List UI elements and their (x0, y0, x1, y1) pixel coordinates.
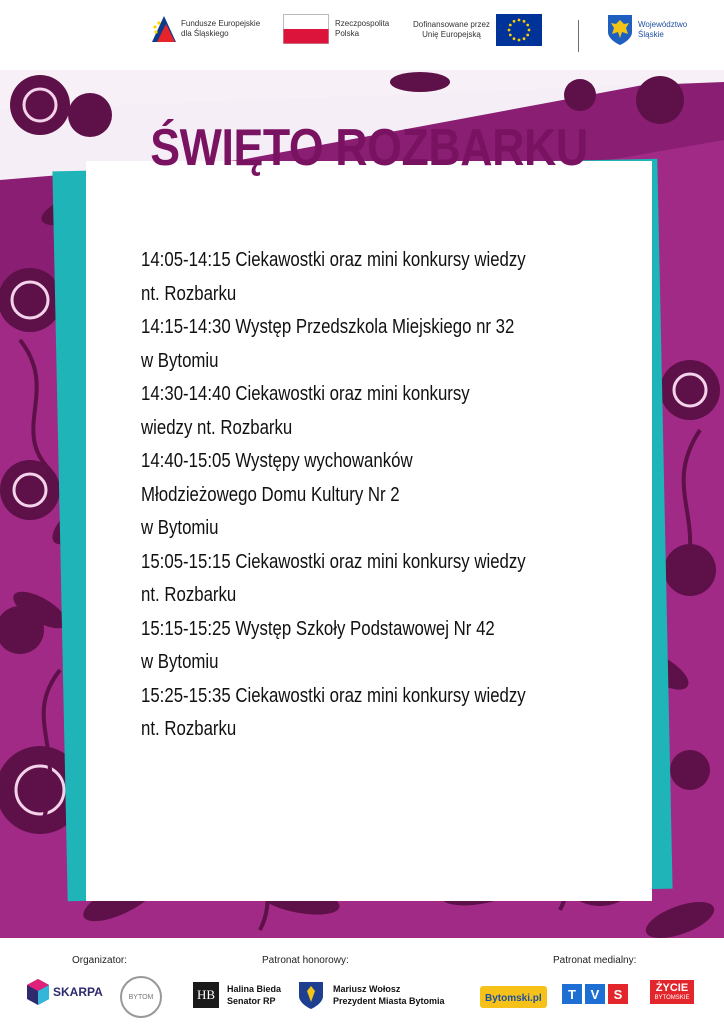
media-heading: Patronat medialny: (553, 955, 637, 966)
rzeczpospolita-logo (283, 14, 389, 44)
bytomski-logo (480, 986, 547, 1008)
schedule-line: Młodzieżowego Domu Kultury Nr 2 (141, 483, 400, 506)
sponsors-footer (0, 938, 724, 1024)
schedule-line: 15:15-15:25 Występ Szkoły Podstawowej Nr 42 (141, 617, 495, 640)
schedule-line: 15:25-15:35 Ciekawostki oraz mini konkursy wiedzy (141, 684, 526, 707)
logo-line: Polska (335, 29, 360, 38)
honorary-patron-1 (193, 982, 281, 1008)
tvs-logo (562, 984, 628, 1004)
bytomskie-text: BYTOMSKIE (654, 995, 690, 1001)
schedule-line: w Bytomiu (141, 517, 219, 539)
schedule-line: nt. Rozbarku (141, 282, 237, 305)
honorary-heading: Patronat honorowy: (262, 955, 349, 966)
patron-name: Halina Bieda (227, 984, 282, 994)
unia-europejska-logo (413, 14, 542, 46)
schedule-line: nt. Rozbarku (141, 584, 237, 606)
organizer-heading: Organizator: (72, 955, 128, 966)
skarpa-logo (26, 978, 103, 1006)
schedule-line: 14:40-15:05 Występy wychowanków (141, 450, 413, 472)
wojewodztwo-slaskie-logo (607, 14, 687, 46)
logo-line: Unię Europejską (422, 30, 481, 39)
skarpa-logo-text: SKARPA (53, 985, 103, 999)
logo-line: Dofinansowane przez (413, 20, 490, 29)
hb-monogram-icon: HB (193, 982, 219, 1008)
patron-name: Mariusz Wołosz (333, 984, 401, 994)
honorary-patron-2 (297, 980, 445, 1010)
tvs-letter: T (562, 984, 582, 1004)
page-title: ŚWIĘTO ROZBARKU (150, 119, 588, 177)
fundusze-europejskie-logo (150, 14, 260, 44)
silesia-eagle-crest-icon (607, 14, 633, 46)
schedule-line: 14:05-14:15 Ciekawostki oraz mini konkursy wiedzy (141, 249, 526, 271)
zycie-text: ŻYCIE (655, 982, 689, 994)
fundusze-europejskie-icon (150, 14, 178, 44)
bytom-seal-logo (120, 976, 162, 1018)
tvs-letter: S (608, 984, 628, 1004)
schedule-line: w Bytomiu (141, 651, 219, 673)
zycie-bytomskie-logo (650, 980, 694, 1004)
patron-role: Senator RP (227, 996, 276, 1006)
bytom-crest-icon (297, 980, 325, 1010)
logo-line: Województwo (638, 20, 688, 29)
bytomski-text: Bytomski.pl (485, 993, 542, 1004)
logo-line: Rzeczpospolita (335, 19, 390, 28)
logo-line: Fundusze Europejskie (181, 19, 261, 28)
eu-flag-icon (496, 14, 542, 46)
logo-divider (578, 20, 579, 52)
tvs-letter: V (585, 984, 605, 1004)
schedule-list (141, 244, 661, 747)
logo-line: Śląskie (638, 30, 664, 39)
schedule-line: 15:05-15:15 Ciekawostki oraz mini konkursy wiedzy (141, 550, 526, 573)
seal-text: BYTOM (128, 993, 154, 1001)
polish-flag-icon (283, 14, 329, 44)
schedule-line: 14:15-14:30 Występ Przedszkola Miejskiego nr 32 (141, 316, 515, 338)
logo-header (0, 0, 724, 70)
schedule-line: w Bytomiu (141, 349, 219, 372)
schedule-line: nt. Rozbarku (141, 718, 237, 740)
patron-role: Prezydent Miasta Bytomia (333, 996, 445, 1006)
logo-line: dla Śląskiego (181, 29, 229, 38)
schedule-line: 14:30-14:40 Ciekawostki oraz mini konkursy (141, 383, 470, 405)
skarpa-cube-icon (26, 978, 50, 1006)
schedule-line: wiedzy nt. Rozbarku (141, 416, 293, 439)
